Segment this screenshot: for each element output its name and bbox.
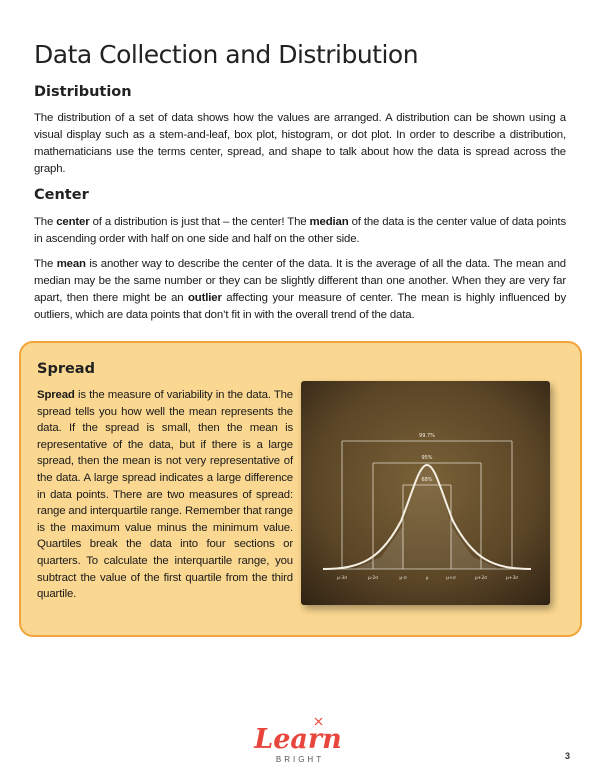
center-paragraph-1 — [34, 214, 566, 248]
tick-m3s: μ-3σ — [336, 576, 348, 581]
center-heading: Center — [34, 187, 89, 203]
label-95: 95% — [421, 455, 433, 461]
distribution-heading: Distribution — [34, 84, 132, 100]
tick-p3s: μ+3σ — [505, 576, 519, 581]
term-mean: mean — [56, 258, 86, 270]
bell-curve-illustration — [301, 381, 550, 605]
tick-mu: μ — [425, 576, 429, 581]
text-run: The — [34, 216, 57, 228]
logo-subword: BRIGHT — [275, 755, 325, 764]
label-997: 99.7% — [419, 433, 435, 439]
text-run: affecting your measure of center. The mean is highly influenced by outliers, which are data points that don’t fit in with the overall trend of the data. — [34, 292, 566, 321]
tick-m2s: μ-2σ — [367, 576, 379, 581]
logo-graphic — [240, 712, 360, 768]
tick-p1s: μ+σ — [446, 576, 456, 581]
normal-distribution-figure — [301, 381, 550, 605]
center-paragraph-2 — [34, 256, 566, 324]
tick-m1s: μ-σ — [399, 576, 407, 581]
text-run: of a distribution is just that – the center! The — [89, 216, 310, 228]
spread-callout — [19, 341, 582, 637]
spread-paragraph — [37, 387, 293, 603]
tick-p2s: μ+2σ — [474, 576, 488, 581]
term-center: center — [56, 216, 90, 228]
term-spread: Spread — [37, 389, 75, 401]
page-number: 3 — [565, 751, 571, 761]
learn-bright-logo — [240, 712, 360, 768]
logo-word: Learn — [254, 724, 342, 755]
text-run: is another way to describe the center of the data. It is the average of all the data. The mean and median may be the same number or they can be slightly different than one another. When they are very far apart, then there might be an — [34, 258, 566, 304]
text-run: The — [34, 258, 57, 270]
label-68: 68% — [421, 477, 433, 483]
text-run: is the measure of variability in the data. The spread tells you how well the mean represents the data. If the spread is small, then the mean is representative of the data, but if there is a large spread, then the mean is not very representative of the data. A large spread indicates a large difference in data points. There are two measures of spread: range and interquartile range. Remember that range is the maximum value minus the minimum value. Quartiles break the data into four sections or quarters. To calculate the interquartile range, you subtract the value of the first quartile from the third quartile. — [37, 389, 293, 601]
term-median: median — [309, 216, 349, 228]
term-outlier: outlier — [188, 292, 222, 304]
spread-heading: Spread — [37, 361, 95, 377]
distribution-paragraph: The distribution of a set of data shows how the values are arranged. A distribution can be shown using a visual display such as a stem-and-leaf, box plot, histogram, or dot plot. In order to describe a distribution, mathematicians use the terms center, spread, and shape to talk about how the data is spread across the graph. — [34, 112, 566, 175]
page-title: Data Collection and Distribution — [34, 40, 419, 69]
text-run: of the data is the center value of data points in ascending order with half on one side and half on the other side. — [34, 216, 566, 245]
